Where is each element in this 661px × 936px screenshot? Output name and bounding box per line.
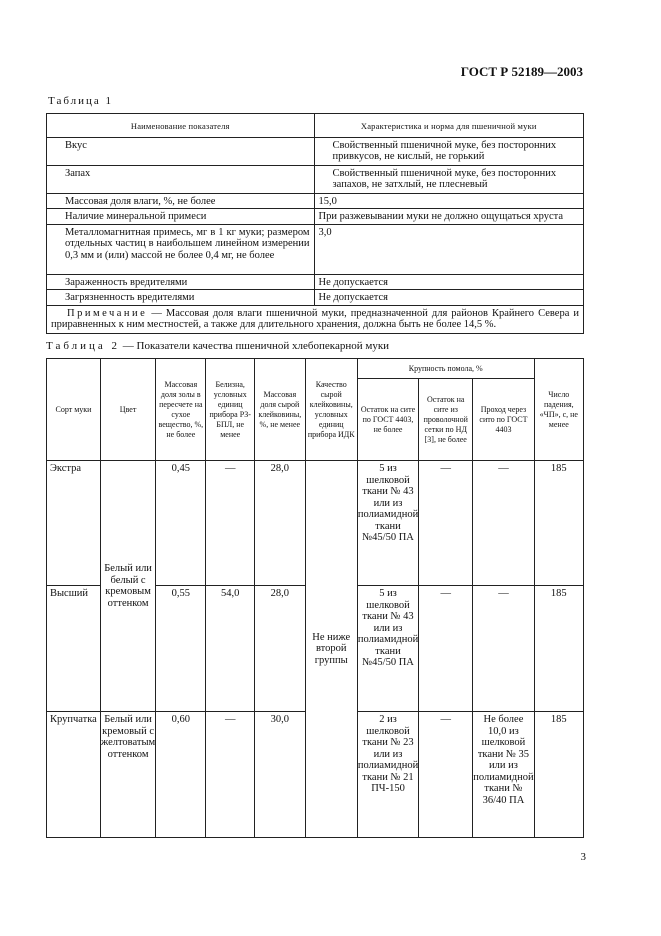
document-id: ГОСТ Р 52189—2003 (460, 64, 583, 79)
table2-caption-label: Таблица 2 (46, 340, 121, 352)
table2-col-grind-wire: Остаток на сите из проволочной сетки по НД [3], не более (419, 379, 473, 461)
table2-cell-color: Белый или кремовый с желтоватым оттенком (100, 712, 155, 838)
table1-cell-value: При разжевывании муки не должно ощущаться хруста (314, 209, 583, 225)
table1-cell-value: Не допускается (314, 274, 583, 290)
table2-cell-pass: — (473, 461, 534, 586)
table1-cell-name: Массовая доля влаги, %, не более (47, 193, 315, 209)
table2-cell-wire: — (419, 712, 473, 838)
table2-cell-sieve: 5 из шелковой ткани № 43 или из полиамидной ткани №45/50 ПА (357, 461, 418, 586)
table1-header-row (47, 114, 584, 138)
table2-col-gluten-mass: Массовая доля сырой клейковины, %, не менее (254, 359, 305, 461)
table1-note-row (47, 305, 584, 333)
table-row (47, 274, 584, 290)
table2-cell-gluten-mass: 28,0 (254, 586, 305, 712)
table2-cell-whiteness: — (206, 461, 255, 586)
table1-cell-name: Загрязненность вредителями (47, 290, 315, 306)
table2-col-falling-number: Число падения, «ЧП», с, не менее (534, 359, 583, 461)
table2-col-sort: Сорт муки (47, 359, 101, 461)
table2-cell-sort: Высший (47, 586, 101, 712)
table1-cell-value: 3,0 (314, 224, 583, 274)
table2-col-grind-pass: Проход через сито по ГОСТ 4403 (473, 379, 534, 461)
table-row (47, 290, 584, 306)
table2-cell-sort: Экстра (47, 461, 101, 586)
table-row (47, 224, 584, 274)
table1-col-value: Характеристика и норма для пшеничной муки (314, 114, 583, 138)
table1-cell-value: Свойственный пшеничной муке, без посторонних запахов, не затхлый, не плесневый (314, 165, 583, 193)
table2-cell-color-shared: Белый или белый с кремовым оттенком (100, 461, 155, 712)
table1-col-name: Наименование показателя (47, 114, 315, 138)
table2-cell-falling-number: 185 (534, 586, 583, 712)
table1-cell-name: Вкус (47, 137, 315, 165)
table2-cell-ash: 0,45 (156, 461, 206, 586)
table-row (47, 461, 584, 586)
table2-col-ash: Массовая доля золы в пересчете на сухое вещество, %, не более (156, 359, 206, 461)
table2-cell-gluten-mass: 28,0 (254, 461, 305, 586)
table2-cell-whiteness: 54,0 (206, 586, 255, 712)
table1-cell-name: Наличие минеральной примеси (47, 209, 315, 225)
table1 (46, 113, 584, 334)
table-row (47, 209, 584, 225)
table1-cell-value: Свойственный пшеничной муке, без посторонних привкусов, не кислый, не горький (314, 137, 583, 165)
table2-col-grind: Крупность помола, % (357, 359, 534, 379)
table2-cell-sort: Крупчатка (47, 712, 101, 838)
table-row (47, 165, 584, 193)
table2-cell-wire: — (419, 461, 473, 586)
table2-cell-gluten-quality-shared: Не ниже второй группы (305, 461, 357, 838)
table2-cell-sieve: 2 из шелковой ткани № 23 или из полиамидной ткани № 21 ПЧ-150 (357, 712, 418, 838)
table1-cell-value: Не допускается (314, 290, 583, 306)
table2-cell-ash: 0,60 (156, 712, 206, 838)
table-row (47, 193, 584, 209)
table2-cell-pass: Не более 10,0 из шелковой ткани № 35 или из полиамидной ткани № 36/40 ПА (473, 712, 534, 838)
table2-cell-falling-number: 185 (534, 461, 583, 586)
table2-cell-whiteness: — (206, 712, 255, 838)
table2-col-color: Цвет (100, 359, 155, 461)
table1-caption: Таблица 1 (48, 95, 114, 107)
table2-cell-gluten-mass: 30,0 (254, 712, 305, 838)
page-number: 3 (580, 851, 586, 863)
table2-col-grind-sieve: Остаток на сите по ГОСТ 4403, не более (357, 379, 418, 461)
table2-header-row (47, 359, 584, 379)
table1-cell-value: 15,0 (314, 193, 583, 209)
table2 (46, 358, 584, 838)
table1-cell-name: Зараженность вредителями (47, 274, 315, 290)
table1-cell-name: Металломагнитная примесь, мг в 1 кг муки; размером отдельных частиц в наибольшем линейном измерении 0,3 мм и (или) массой не более 0,4 мг, не более (47, 224, 315, 274)
table2-col-gluten-quality: Качество сырой клейковины, условных единиц прибора ИДК (305, 359, 357, 461)
table1-cell-name: Запах (47, 165, 315, 193)
table2-cell-ash: 0,55 (156, 586, 206, 712)
table2-caption (46, 340, 389, 352)
table2-cell-wire: — (419, 586, 473, 712)
table2-cell-sieve: 5 из шелковой ткани № 43 или из полиамидной ткани №45/50 ПА (357, 586, 418, 712)
note-label: Примечание (67, 307, 148, 319)
table2-cell-falling-number: 185 (534, 712, 583, 838)
table2-caption-text: — Показатели качества пшеничной хлебопекарной муки (122, 340, 390, 352)
table2-cell-pass: — (473, 586, 534, 712)
note-text: — Массовая доля влаги пшеничной муки, предназначенной для районов Крайнего Севера и приравненных к ним местностей, а также для длительного хранения, должна быть не более 14,5 %. (51, 307, 580, 330)
table1-note (47, 305, 584, 333)
table-row (47, 137, 584, 165)
table2-col-whiteness: Белизна, условных единиц прибора РЗ-БПЛ, не менее (206, 359, 255, 461)
